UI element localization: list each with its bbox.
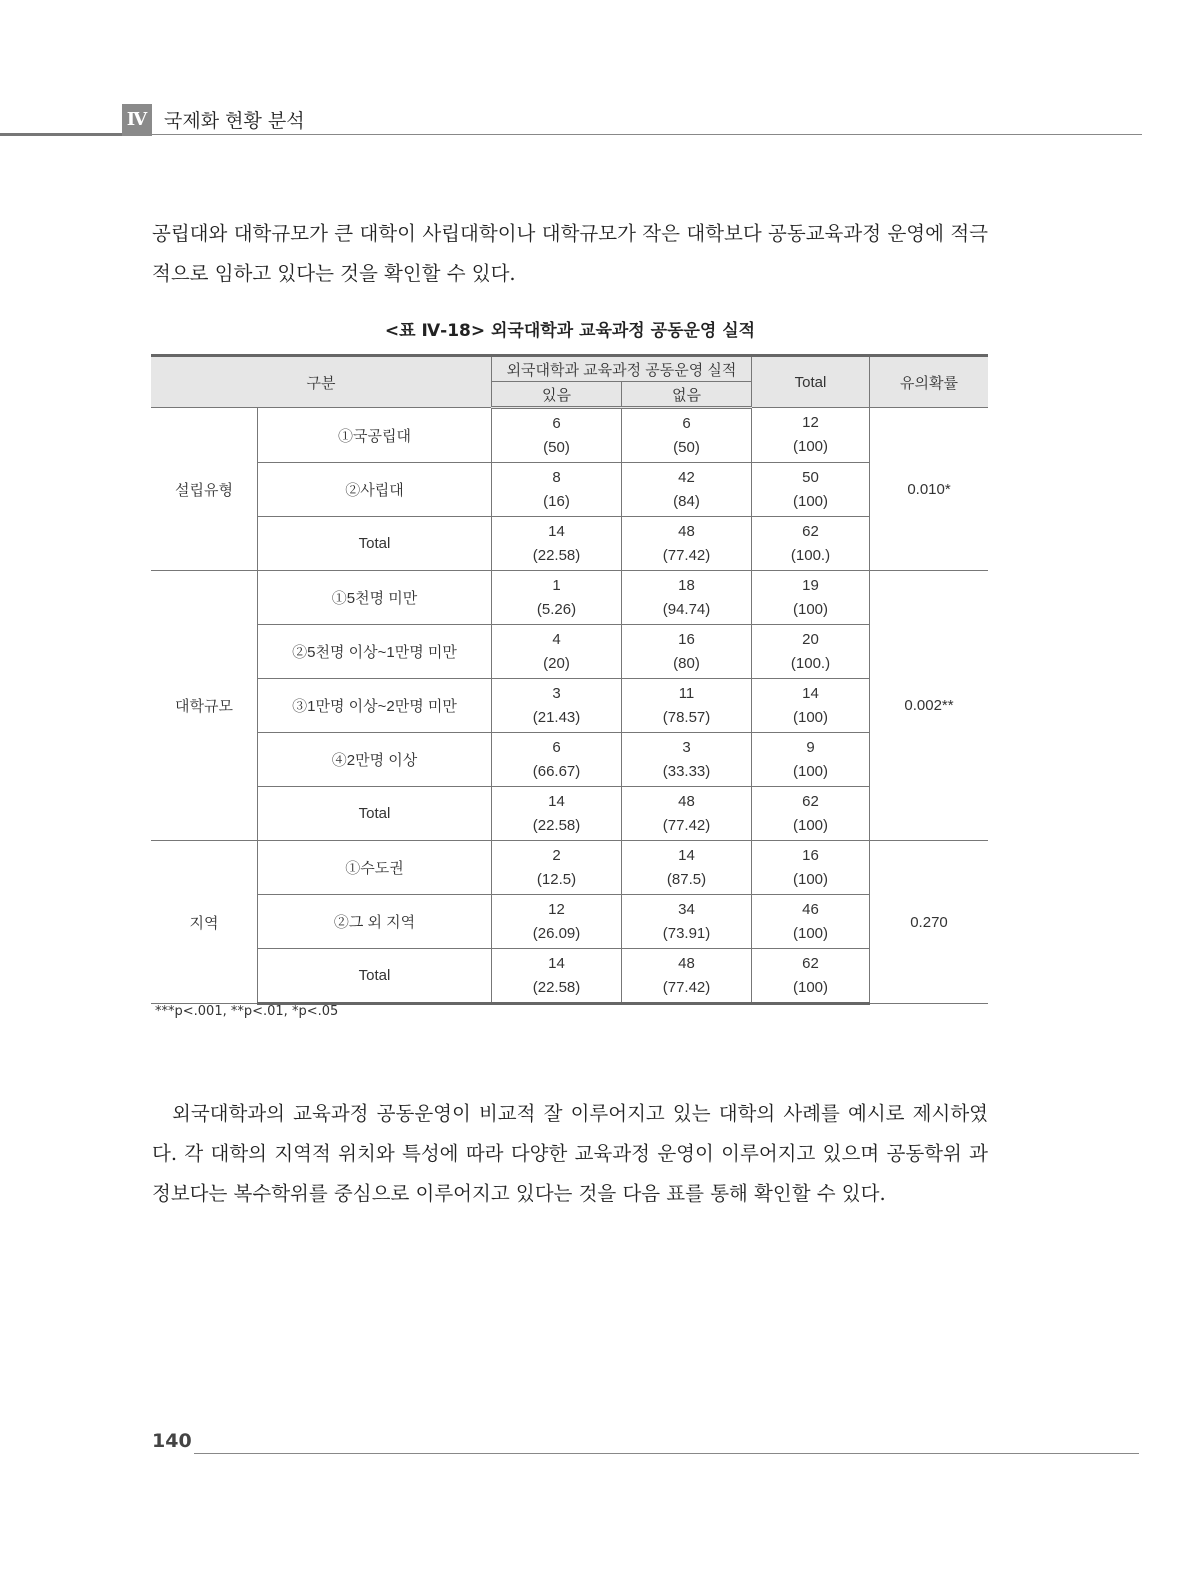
total-cell: 62 (100) [752, 787, 870, 841]
table-row [151, 463, 988, 517]
yes-cell: 8 (16) [492, 463, 622, 517]
yes-cell: 2 (12.5) [492, 841, 622, 895]
header-total: Total [752, 356, 870, 408]
no-cell: 14 (87.5) [622, 841, 752, 895]
total-cell: 62 (100) [752, 949, 870, 1004]
total-cell: 19 (100) [752, 571, 870, 625]
no-cell: 48 (77.42) [622, 517, 752, 571]
group-label: 대학규모 [151, 571, 258, 841]
no-cell: 11 (78.57) [622, 679, 752, 733]
table-row [151, 841, 988, 895]
cooperation-table [151, 354, 988, 1005]
no-cell: 42 (84) [622, 463, 752, 517]
significance-value: 0.270 [870, 841, 989, 1004]
header-significance: 유의확률 [870, 356, 989, 408]
total-cell: 20 (100.) [752, 625, 870, 679]
row-label: Total [258, 787, 492, 841]
table-row [151, 949, 988, 1004]
yes-cell: 14 (22.58) [492, 949, 622, 1004]
yes-cell: 14 (22.58) [492, 787, 622, 841]
header-no: 없음 [622, 382, 752, 408]
table-row [151, 517, 988, 571]
yes-cell: 6 (66.67) [492, 733, 622, 787]
total-cell: 14 (100) [752, 679, 870, 733]
total-cell: 62 (100.) [752, 517, 870, 571]
no-cell: 34 (73.91) [622, 895, 752, 949]
row-label: Total [258, 949, 492, 1004]
table-row [151, 733, 988, 787]
footer-rule [194, 1453, 1139, 1454]
significance-value: 0.002** [870, 571, 989, 841]
group-label: 지역 [151, 841, 258, 1004]
header-yes: 있음 [492, 382, 622, 408]
no-cell: 48 (77.42) [622, 949, 752, 1004]
yes-cell: 4 (20) [492, 625, 622, 679]
table-row [151, 895, 988, 949]
table-row [151, 679, 988, 733]
chapter-number-badge: Ⅳ [122, 104, 152, 136]
significance-value: 0.010* [870, 408, 989, 571]
no-cell: 6 (50) [622, 408, 752, 463]
yes-cell: 6 (50) [492, 408, 622, 463]
intro-paragraph: 공립대와 대학규모가 큰 대학이 사립대학이나 대학규모가 작은 대학보다 공동교육과정 운영에 적극적으로 임하고 있다는 것을 확인할 수 있다. [152, 221, 988, 285]
table-caption: <표 Ⅳ-18> 외국대학과 교육과정 공동운영 실적 [384, 321, 756, 341]
row-label: ②사립대 [258, 463, 492, 517]
no-cell: 18 (94.74) [622, 571, 752, 625]
yes-cell: 14 (22.58) [492, 517, 622, 571]
no-cell: 48 (77.42) [622, 787, 752, 841]
row-label: ④2만명 이상 [258, 733, 492, 787]
row-label: ①수도권 [258, 841, 492, 895]
header-left-bar [0, 133, 122, 136]
row-label: ①국공립대 [258, 408, 492, 463]
no-cell: 3 (33.33) [622, 733, 752, 787]
table-row [151, 625, 988, 679]
total-cell: 16 (100) [752, 841, 870, 895]
total-cell: 50 (100) [752, 463, 870, 517]
total-cell: 12 (100) [752, 408, 870, 463]
table-footnote: ***p<.001, **p<.01, *p<.05 [155, 1004, 339, 1019]
no-cell: 16 (80) [622, 625, 752, 679]
row-label: ③1만명 이상~2만명 미만 [258, 679, 492, 733]
page-number: 140 [152, 1430, 192, 1452]
body-paragraph: 외국대학과의 교육과정 공동운영이 비교적 잘 이루어지고 있는 대학의 사례를 예시로 제시하였다. 각 대학의 지역적 위치와 특성에 따라 다양한 교육과정 운영이 이루어지고 있으며 공동학위 과정보다는 복수학위를 중심으로 이루어지고 있다는 것을 다음 표를 통해 확인할 수 있다. [152, 1101, 988, 1205]
row-label: ②5천명 이상~1만명 미만 [258, 625, 492, 679]
total-cell: 46 (100) [752, 895, 870, 949]
header-rule [0, 134, 1142, 135]
group-label: 설립유형 [151, 408, 258, 571]
table-row [151, 408, 988, 463]
row-label: ①5천명 미만 [258, 571, 492, 625]
yes-cell: 3 (21.43) [492, 679, 622, 733]
row-label: Total [258, 517, 492, 571]
running-header [0, 100, 1142, 136]
row-label: ②그 외 지역 [258, 895, 492, 949]
table-row [151, 571, 988, 625]
total-cell: 9 (100) [752, 733, 870, 787]
header-category: 구분 [151, 356, 492, 408]
header-group: 외국대학과 교육과정 공동운영 실적 [492, 356, 752, 382]
table-row [151, 787, 988, 841]
yes-cell: 1 (5.26) [492, 571, 622, 625]
yes-cell: 12 (26.09) [492, 895, 622, 949]
chapter-title: 국제화 현황 분석 [164, 110, 305, 132]
